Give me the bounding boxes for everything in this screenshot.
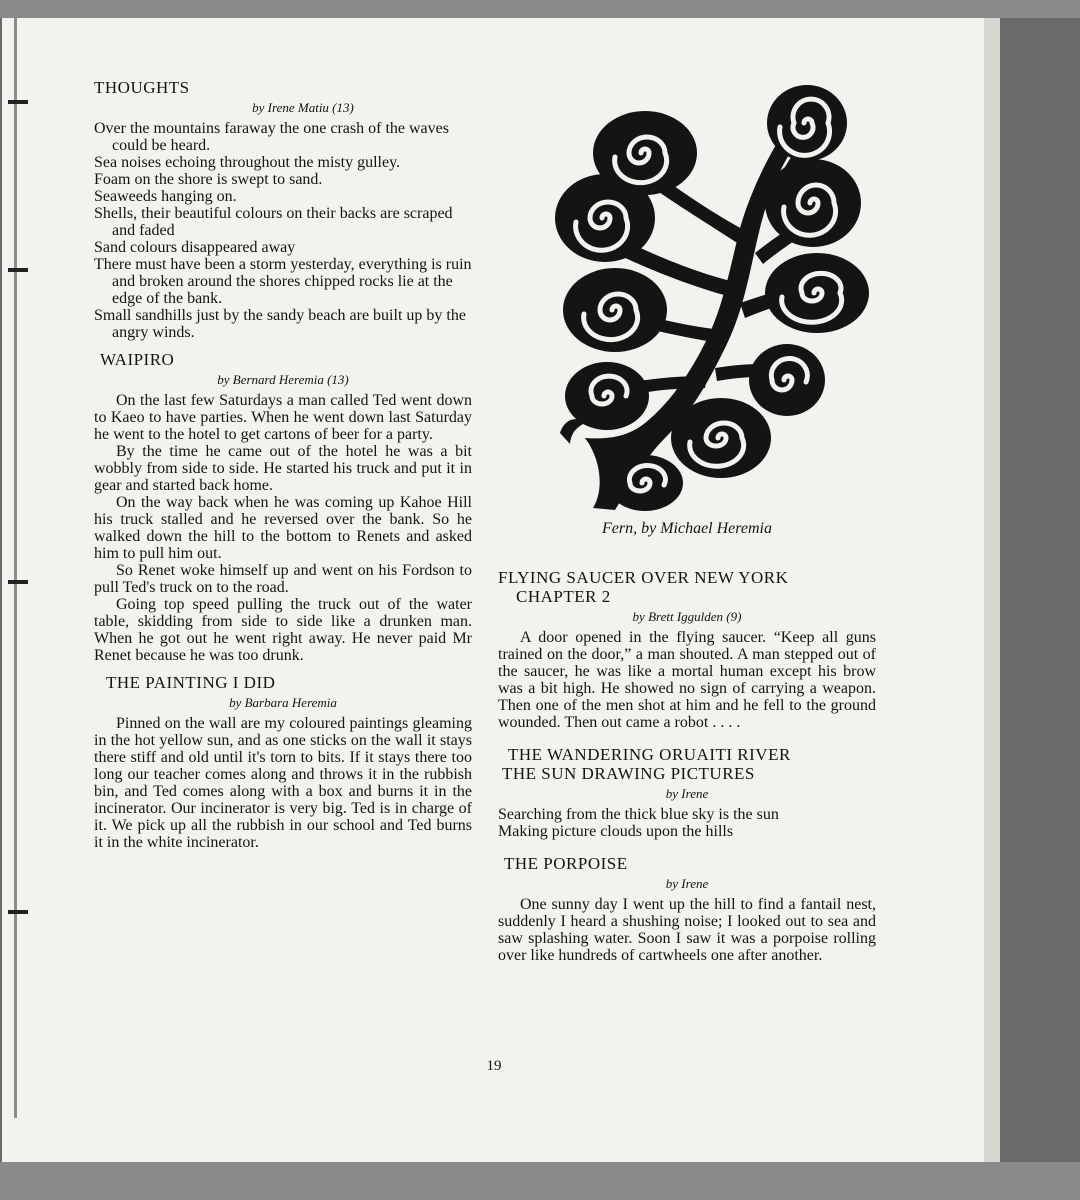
article-title: THE PAINTING I DID xyxy=(106,673,276,692)
paragraph: By the time he came out of the hotel he was a bit wobbly from side to side. He started his truck and put it in gear and started back home. xyxy=(94,443,472,494)
paragraph: A door opened in the flying saucer. “Keep all guns trained on the door,” a man shouted. A man stepped out of the saucer, he was like a mortal human except his brow was a bit high. He showed no sign of carrying a weapon. Then one of the men shot at him and he fell to the ground wounded. Then out came a robot . . . . xyxy=(498,629,876,731)
article-river xyxy=(498,745,876,840)
article-title: THOUGHTS xyxy=(94,78,190,97)
left-column xyxy=(94,78,472,860)
page-edge xyxy=(984,18,1000,1162)
fern-illustration xyxy=(545,78,875,518)
poem-line: Small sandhills just by the sandy beach are built up by the angry winds. xyxy=(94,307,466,341)
article-painting xyxy=(94,673,472,851)
article-title: FLYING SAUCER OVER NEW YORK xyxy=(498,568,789,587)
poem-line: Searching from the thick blue sky is the sun xyxy=(498,806,779,823)
article-title: WAIPIRO xyxy=(100,350,175,369)
poem-line: Seaweeds hanging on. xyxy=(94,188,237,205)
article-byline: by Irene xyxy=(665,786,709,801)
poem-line: Shells, their beautiful colours on their backs are scraped and faded xyxy=(94,205,453,239)
page-number: 19 xyxy=(486,1058,502,1074)
article-flying-saucer xyxy=(498,568,876,731)
article-body xyxy=(94,392,472,664)
poem-body xyxy=(498,806,876,840)
article-byline: by Brett Iggulden (9) xyxy=(632,609,742,624)
poem-line: Foam on the shore is swept to sand. xyxy=(94,171,323,188)
poem-body xyxy=(94,120,472,341)
scan-border-bottom xyxy=(0,1162,1080,1200)
binding-staple xyxy=(8,268,28,272)
article-subtitle: CHAPTER 2 xyxy=(516,587,611,606)
paragraph: Going top speed pulling the truck out of the water table, skidding from side to side like a drunken man. When he got out he went right away. He never paid Mr Renet because he was too drunk. xyxy=(94,596,472,664)
paragraph: One sunny day I went up the hill to find a fantail nest, suddenly I heard a shushing noise; I looked out to sea and saw splashing water. Soon I saw it was a porpoise rolling over like hundreds of cartwheels one after another. xyxy=(498,896,876,964)
scan-border-top xyxy=(0,0,1080,18)
article-waipiro xyxy=(94,350,472,664)
article-byline: by Bernard Heremia (13) xyxy=(217,372,349,387)
paragraph: On the way back when he was coming up Kahoe Hill his truck stalled and he reversed over the bank. So he walked down the hill to the bottom to Renets and asked him to pull him out. xyxy=(94,494,472,562)
illustration-caption: Fern, by Michael Heremia xyxy=(601,520,772,537)
article-title: THE WANDERING ORUAITI RIVER xyxy=(508,745,791,764)
binding-staple xyxy=(8,910,28,914)
paragraph: On the last few Saturdays a man called Ted went down to Kaeo to have parties. When he went down last Saturday he went to the hotel to get cartons of beer for a party. xyxy=(94,392,472,443)
article-subtitle: THE SUN DRAWING PICTURES xyxy=(502,764,755,783)
right-column xyxy=(498,568,876,973)
article-thoughts xyxy=(94,78,472,341)
poem-line: Sand colours disappeared away xyxy=(94,239,296,256)
article-body xyxy=(498,629,876,731)
article-byline: by Irene Matiu (13) xyxy=(252,100,354,115)
article-body xyxy=(498,896,876,964)
poem-line: Sea noises echoing throughout the misty gulley. xyxy=(94,154,401,171)
article-porpoise xyxy=(498,854,876,964)
article-byline: by Irene xyxy=(665,876,709,891)
article-title: THE PORPOISE xyxy=(504,854,628,873)
article-body xyxy=(94,715,472,851)
binding-staple xyxy=(8,580,28,584)
poem-line: Over the mountains faraway the one crash of the waves could be heard. xyxy=(94,120,449,154)
binding-edge xyxy=(14,18,17,1118)
binding-staple xyxy=(8,100,28,104)
paragraph: So Renet woke himself up and went on his Fordson to pull Ted's truck on to the road. xyxy=(94,562,472,596)
poem-line: Making picture clouds upon the hills xyxy=(498,823,734,840)
poem-line: There must have been a storm yesterday, everything is ruin and broken around the shores chipped rocks lie at the edge of the bank. xyxy=(94,256,472,307)
paragraph: Pinned on the wall are my coloured paintings gleaming in the hot yellow sun, and as one sticks on the wall it stays there stiff and old until it's torn to bits. If it stays there too long our teacher comes along and throws it in the rubbish bin, and Ted comes along with a box and burns it in the incinerator. Our incinerator is very big. Ted is in charge of it. We pick up all the rubbish in our school and Ted burns it in the white incinerator. xyxy=(94,715,472,851)
article-byline: by Barbara Heremia xyxy=(229,695,337,710)
